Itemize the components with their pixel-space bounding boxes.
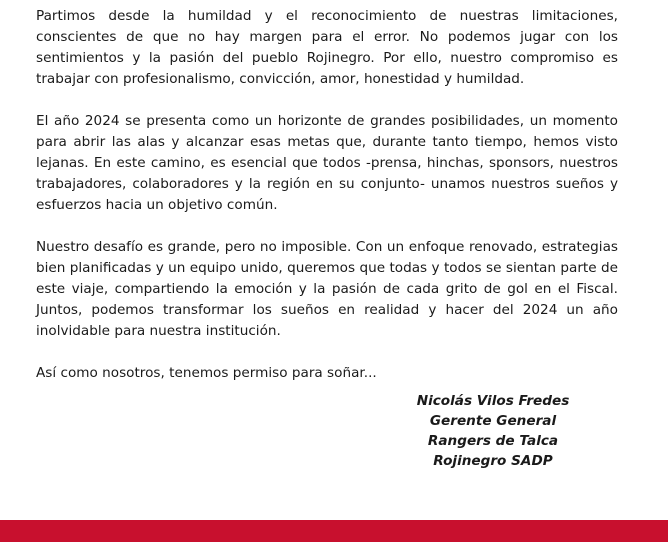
closing-line: Así como nosotros, tenemos permiso para soñar... — [36, 365, 377, 381]
signature-name: Nicolás Vilos Fredes — [416, 393, 570, 409]
paragraph-humility: Partimos desde la humildad y el reconocimiento de nuestras limitaciones, conscientes de que no hay margen para el error. No podemos jugar con los sentimientos y la pasión del pueblo Rojinegro. Por ello, nuestro compromiso es trabajar con profesionalismo, convicción, amor, honestidad y humildad. — [36, 8, 618, 87]
paragraph-challenge: Nuestro desafío es grande, pero no imposible. Con un enfoque renovado, estrategias bien planificadas y un equipo unido, queremos que todas y todos se sientan parte de este viaje, compartiendo la emoción y la pasión de cada grito de gol en el Fiscal. Juntos, podemos transformar los sueños en realidad y hacer del 2024 un año inolvidable para nuestra institución. — [36, 239, 618, 339]
signature-block — [393, 391, 593, 471]
signature-title: Gerente General — [429, 413, 557, 429]
letter-body — [36, 6, 618, 384]
signature-club: Rangers de Talca — [427, 433, 559, 449]
paragraph-2024-horizon: El año 2024 se presenta como un horizonte de grandes posibilidades, un momento para abrir las alas y alcanzar esas metas que, durante tanto tiempo, hemos visto lejanas. En este camino, es esencial que todos -prensa, hinchas, sponsors, nuestros trabajadores, colaboradores y la región en su conjunto- unamos nuestros sueños y esfuerzos hacia un objetivo común. — [36, 113, 618, 213]
signature-entity: Rojinegro SADP — [433, 453, 553, 469]
footer-red-bar — [0, 520, 668, 542]
